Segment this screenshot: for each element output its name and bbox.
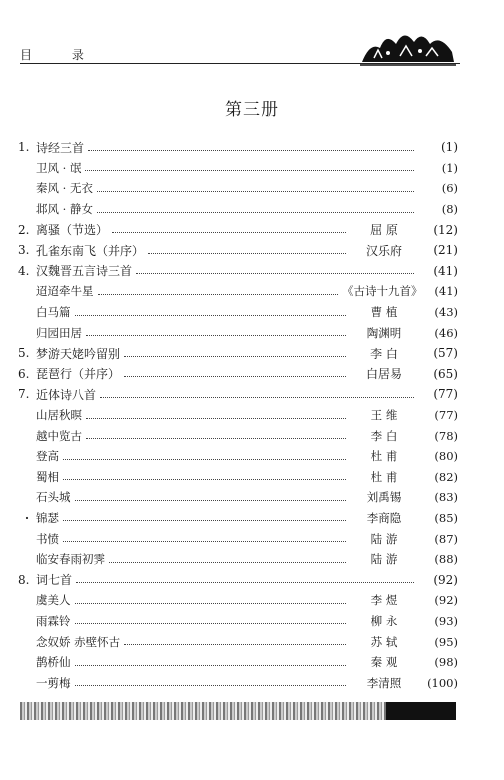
entry-author: 陆 游 bbox=[370, 552, 398, 567]
header-label: 目 录 bbox=[20, 48, 102, 62]
dot-leader bbox=[75, 665, 347, 666]
dot-leader bbox=[97, 191, 414, 192]
toc-entry bbox=[18, 384, 458, 405]
entry-number: 5. bbox=[18, 346, 30, 361]
entry-page: (85) bbox=[434, 510, 458, 525]
entry-title: 词七首 bbox=[36, 573, 73, 588]
entry-author: 秦 观 bbox=[370, 655, 398, 670]
entry-title: 鹊桥仙 bbox=[36, 655, 71, 670]
entry-page: (93) bbox=[434, 613, 458, 628]
entry-author: 李 煜 bbox=[370, 593, 398, 608]
entry-page: (43) bbox=[434, 305, 458, 320]
dot-leader bbox=[86, 438, 346, 439]
entry-title: 梦游天姥吟留别 bbox=[36, 346, 121, 361]
entry-page: (100) bbox=[427, 675, 458, 690]
dot-leader bbox=[88, 150, 414, 151]
toc-entry bbox=[18, 528, 458, 549]
dot-leader bbox=[75, 500, 347, 501]
entry-number: 2. bbox=[18, 222, 30, 237]
dot-leader bbox=[112, 232, 346, 233]
toc-entry bbox=[18, 364, 458, 385]
entry-page: (83) bbox=[434, 490, 458, 505]
toc-entry bbox=[18, 158, 458, 179]
entry-number: 3. bbox=[18, 243, 30, 258]
entry-title: 锦瑟 bbox=[36, 510, 59, 525]
entry-page: (95) bbox=[434, 634, 458, 649]
entry-page: (80) bbox=[434, 449, 458, 464]
entry-page: (41) bbox=[433, 263, 458, 278]
dot-leader bbox=[63, 520, 346, 521]
footer-decoration bbox=[20, 702, 456, 720]
entry-page: (98) bbox=[434, 655, 458, 670]
dot-leader bbox=[75, 315, 347, 316]
entry-title: 离骚（节选） bbox=[36, 223, 109, 238]
dot-leader bbox=[75, 603, 347, 604]
entry-title: 白马篇 bbox=[36, 305, 71, 320]
toc-entry bbox=[18, 343, 458, 364]
dot-leader bbox=[100, 397, 414, 398]
dot-leader bbox=[63, 459, 346, 460]
entry-number: 4. bbox=[18, 263, 30, 278]
entry-page: (78) bbox=[434, 428, 458, 443]
entry-title: 虞美人 bbox=[36, 593, 71, 608]
dot-leader bbox=[75, 623, 347, 624]
entry-author: 陆 游 bbox=[370, 531, 398, 546]
entry-title: 越中览古 bbox=[36, 428, 82, 443]
entry-author: 李清照 bbox=[366, 675, 402, 690]
toc-entry bbox=[18, 446, 458, 467]
entry-title: 书愤 bbox=[36, 531, 59, 546]
entry-author: 李商隐 bbox=[366, 510, 402, 525]
entry-title: 念奴娇 赤壁怀古 bbox=[36, 634, 121, 649]
toc-entry bbox=[18, 569, 458, 590]
entry-title: 山居秋暝 bbox=[36, 408, 82, 423]
entry-page: (77) bbox=[433, 387, 458, 402]
dot-leader bbox=[124, 644, 346, 645]
toc-entry bbox=[18, 611, 458, 632]
entry-author: 汉乐府 bbox=[365, 243, 402, 258]
entry-page: (77) bbox=[434, 408, 458, 423]
toc-entry bbox=[18, 178, 458, 199]
entry-author: 屈 原 bbox=[370, 223, 398, 238]
entry-title: 登高 bbox=[36, 449, 59, 464]
entry-title: 蜀相 bbox=[36, 469, 59, 484]
toc-entry bbox=[18, 549, 458, 570]
entry-author: 柳 永 bbox=[370, 613, 398, 628]
entry-title: 卫风 · 氓 bbox=[36, 160, 82, 175]
toc-entry bbox=[18, 425, 458, 446]
entry-page: (8) bbox=[441, 202, 458, 217]
entry-author: 白居易 bbox=[365, 367, 402, 382]
toc-entry bbox=[18, 199, 458, 220]
entry-number: 1. bbox=[18, 140, 30, 155]
entry-page: (57) bbox=[433, 346, 458, 361]
entry-title: 一剪梅 bbox=[36, 675, 71, 690]
volume-title: 第三册 bbox=[225, 100, 279, 120]
footer-dark-block bbox=[386, 702, 456, 720]
toc-entry bbox=[18, 508, 458, 529]
toc-entry bbox=[18, 219, 458, 240]
entry-number: 6. bbox=[18, 366, 30, 381]
entry-title: 秦风 · 无衣 bbox=[36, 181, 93, 196]
entry-page: (82) bbox=[434, 469, 458, 484]
entry-page: (88) bbox=[434, 552, 458, 567]
entry-author: 王 维 bbox=[370, 408, 398, 423]
entry-title: 汉魏晋五言诗三首 bbox=[36, 264, 133, 279]
toc-entry bbox=[18, 652, 458, 673]
entry-title: 近体诗八首 bbox=[36, 387, 97, 402]
toc-entry bbox=[18, 405, 458, 426]
entry-title: 琵琶行（并序） bbox=[36, 367, 121, 382]
entry-title: 孔雀东南飞（并序） bbox=[36, 243, 145, 258]
entry-page: (41) bbox=[434, 284, 458, 299]
dot-leader bbox=[86, 335, 346, 336]
toc-entry bbox=[18, 590, 458, 611]
entry-page: (87) bbox=[434, 531, 458, 546]
entry-author: 杜 甫 bbox=[370, 469, 398, 484]
toc-entry bbox=[18, 631, 458, 652]
toc-entry bbox=[18, 487, 458, 508]
entry-bullet: · bbox=[24, 510, 29, 525]
dot-leader bbox=[109, 562, 346, 563]
entry-page: (46) bbox=[434, 325, 458, 340]
dot-leader bbox=[85, 170, 414, 171]
dot-leader bbox=[63, 479, 346, 480]
entry-page: (65) bbox=[433, 366, 458, 381]
entry-author: 杜 甫 bbox=[370, 449, 398, 464]
entry-author: 苏 轼 bbox=[370, 634, 398, 649]
toc-entry bbox=[18, 240, 458, 261]
entry-author: 《古诗十九首》 bbox=[342, 284, 423, 299]
entry-page: (21) bbox=[433, 243, 458, 258]
entry-number: 8. bbox=[18, 572, 30, 587]
dot-leader bbox=[136, 273, 414, 274]
toc-entry bbox=[18, 281, 458, 302]
dot-leader bbox=[63, 541, 346, 542]
entry-author: 陶渊明 bbox=[366, 325, 402, 340]
table-of-contents bbox=[18, 137, 458, 693]
entry-page: (92) bbox=[434, 593, 458, 608]
entry-title: 诗经三首 bbox=[36, 140, 85, 155]
dot-leader bbox=[98, 294, 339, 295]
entry-title: 石头城 bbox=[36, 490, 71, 505]
entry-page: (92) bbox=[433, 572, 458, 587]
dot-leader bbox=[97, 212, 414, 213]
entry-author: 李 白 bbox=[370, 346, 398, 361]
entry-page: (6) bbox=[441, 181, 458, 196]
toc-entry bbox=[18, 467, 458, 488]
entry-title: 邶风 · 静女 bbox=[36, 202, 93, 217]
entry-author: 刘禹锡 bbox=[366, 490, 402, 505]
toc-entry bbox=[18, 302, 458, 323]
entry-title: 迢迢牵牛星 bbox=[36, 284, 94, 299]
entry-number: 7. bbox=[18, 387, 30, 402]
entry-title: 临安春雨初霁 bbox=[36, 552, 105, 567]
dot-leader bbox=[76, 582, 414, 583]
dot-leader bbox=[148, 253, 346, 254]
entry-author: 李 白 bbox=[370, 428, 398, 443]
dot-leader bbox=[124, 376, 346, 377]
entry-page: (12) bbox=[433, 222, 458, 237]
entry-title: 归园田居 bbox=[36, 325, 82, 340]
entry-page: (1) bbox=[441, 140, 458, 155]
dot-leader bbox=[75, 685, 347, 686]
entry-author: 曹 植 bbox=[370, 305, 398, 320]
header-illustration bbox=[360, 22, 456, 68]
dot-leader bbox=[86, 418, 346, 419]
entry-title: 雨霖铃 bbox=[36, 613, 71, 628]
toc-entry bbox=[18, 672, 458, 693]
entry-page: (1) bbox=[441, 160, 458, 175]
dot-leader bbox=[124, 356, 346, 357]
toc-entry bbox=[18, 261, 458, 282]
toc-entry bbox=[18, 137, 458, 158]
toc-entry bbox=[18, 322, 458, 343]
